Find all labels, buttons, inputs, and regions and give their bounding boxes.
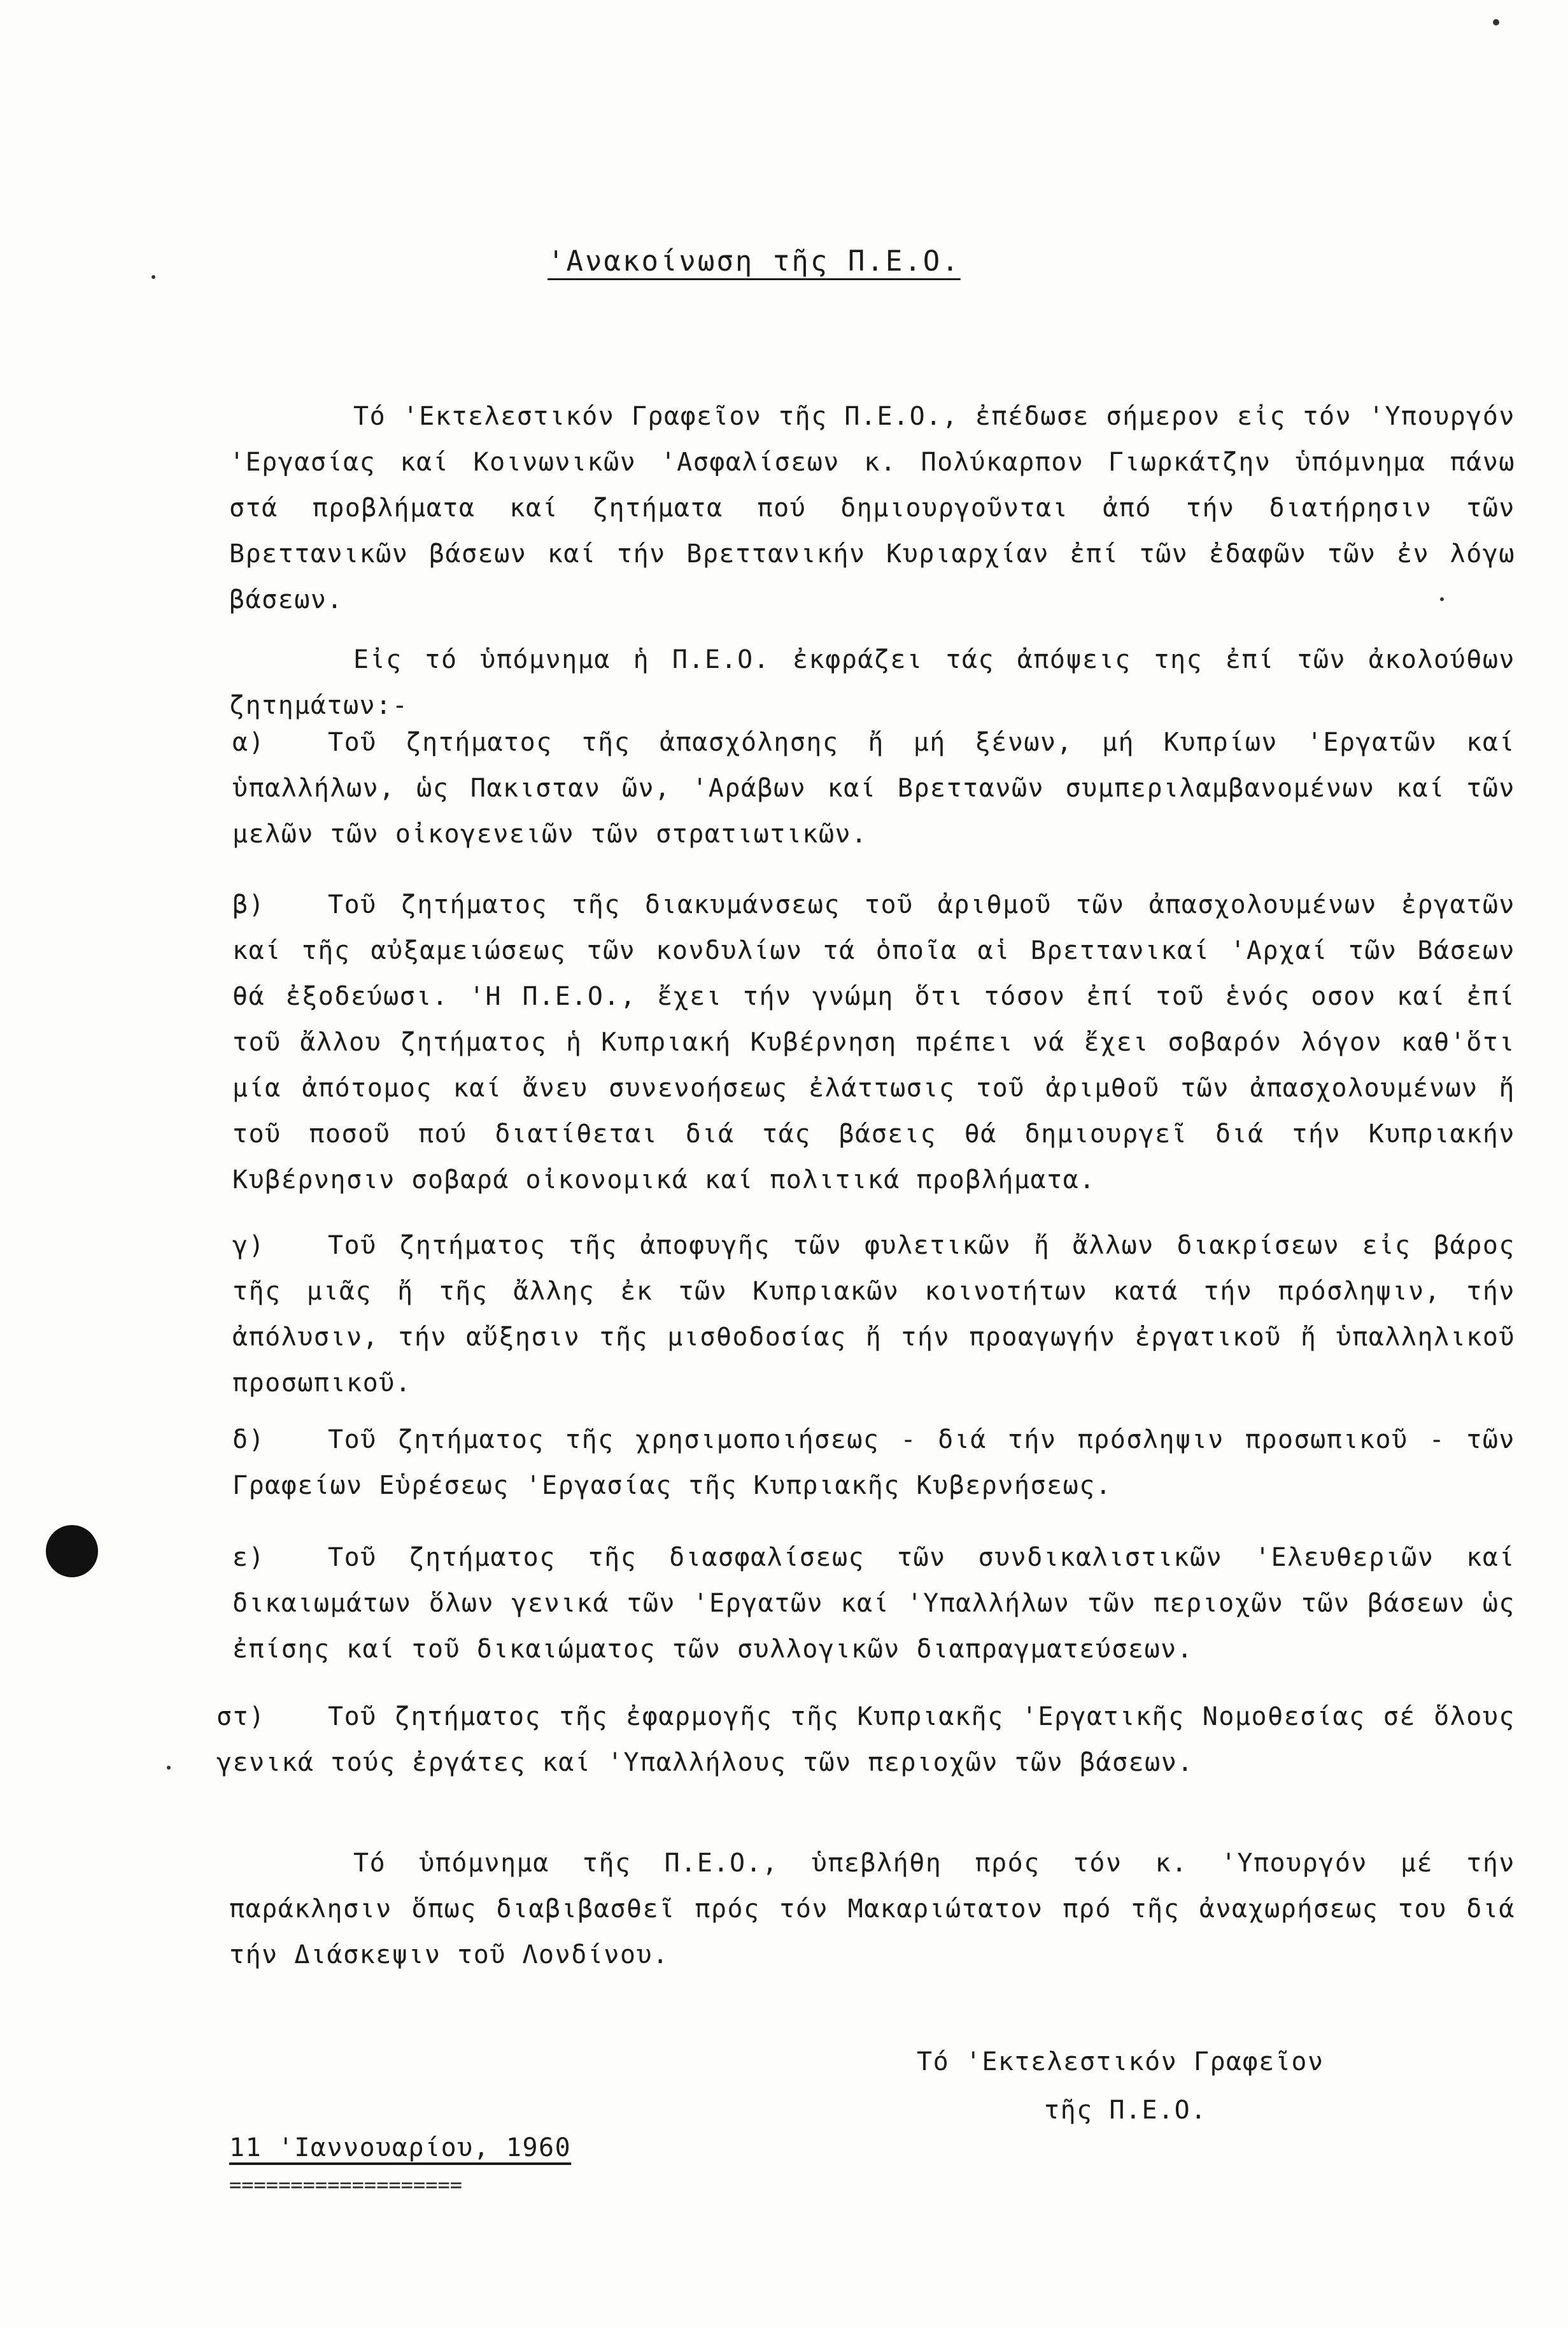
item-marker: ε) [232, 1543, 265, 1572]
closing-paragraph: Τό ὑπόμνημα τῆς Π.Ε.Ο., ὑπεβλήθη πρός τόν κ. 'Υπουργόν μέ τήν παράκλησιν ὅπως διαβιβασθεῖ πρός τόν Μακαριώτατον πρό τῆς ἀναχωρήσεως του διά τήν Διάσκεψιν τοῦ Λονδίνου. [229, 1849, 1515, 1970]
list-item-epsilon [232, 1535, 1515, 1672]
item-marker: α) [232, 728, 265, 757]
item-text: Τοῦ ζητήματος τῆς ἐφαρμογῆς τῆς Κυπριακῆς 'Εργατικῆς Νομοθεσίας σέ ὅλους γενικά τούς ἐργάτες καί 'Υπαλλήλους τῶν περιοχῶν τῶν βάσεων. [216, 1702, 1515, 1777]
date-double-underline: =================== [229, 2173, 463, 2197]
lead-paragraph: Εἰς τό ὑπόμνημα ἡ Π.Ε.Ο. ἐκφράζει τάς ἀπόψεις της ἐπί τῶν ἀκολούθων ζητημάτων:- [229, 645, 1515, 720]
item-text: Τοῦ ζητήματος τῆς χρησιμοποιήσεως - διά τήν πρόσληψιν προσωπικοῦ - τῶν Γραφείων Εὑρέσεως 'Εργασίας τῆς Κυπριακῆς Κυβερνήσεως. [232, 1425, 1515, 1500]
list-item-gamma [232, 1223, 1515, 1406]
signature-line-2: τῆς Π.Ε.Ο. [1044, 2096, 1207, 2125]
list-item-alpha [232, 720, 1515, 857]
list-item-beta [232, 882, 1515, 1203]
item-marker: δ) [232, 1425, 265, 1454]
list-item-stigma [216, 1694, 1515, 1785]
item-text: Τοῦ ζητήματος τῆς διακυμάνσεως τοῦ ἀριθμοῦ τῶν ἀπασχολουμένων ἐργατῶν καί τῆς αὐξαμειώσεως τῶν κονδυλίων τά ὁποῖα αἱ Βρεττανικαί 'Αρχαί τῶν Βάσεων θά ἐξοδεύωσι. 'Η Π.Ε.Ο., ἔχει τήν γνώμη ὅτι τόσον ἐπί τοῦ ἑνός οσον καί ἐπί τοῦ ἄλλου ζητήματος ἡ Κυπριακή Κυβέρνηση πρέπει νά ἔχει σοβαρόν λόγον καθ'ὅτι μία ἀπότομος καί ἄνευ συνενοήσεως ἐλάττωσις τοῦ ἀριμθοῦ τῶν ἀπασχολουμένων ἤ τοῦ ποσοῦ πού διατίθεται διά τάς βάσεις θά δημιουργεῖ διά τήν Κυπριακήν Κυβέρνησιν σοβαρά οἰκονομικά καί πολιτικά προβλήματα. [232, 890, 1515, 1195]
signature-line-1: Τό 'Εκτελεστικόν Γραφεῖον [917, 2047, 1324, 2076]
item-text: Τοῦ ζητήματος τῆς διασφαλίσεως τῶν συνδικαλιστικῶν 'Ελευθεριῶν καί δικαιωμάτων ὅλων γενικά τῶν 'Εργατῶν καί 'Υπαλλήλων τῶν περιοχῶν τῶν βάσεων ὡς ἐπίσης καί τοῦ δικαιώματος τῶν συλλογικῶν διαπραγματεύσεων. [232, 1543, 1515, 1664]
document-date: 11 'Ιαννουαρίου, 1960 [229, 2133, 572, 2162]
list-item-delta [232, 1417, 1515, 1508]
scan-speck [152, 275, 155, 279]
item-text: Τοῦ ζητήματος τῆς ἀπασχόλησης ἤ μή ξένων, μή Κυπρίων 'Εργατῶν καί ὑπαλλήλων, ὡς Πακισταν ῶν, 'Αράβων καί Βρεττανῶν συμπεριλαμβανομένων καί τῶν μελῶν τῶν οἰκογενειῶν τῶν στρατιωτικῶν. [232, 728, 1515, 849]
item-marker: στ) [216, 1702, 265, 1731]
signature-block [917, 2038, 1324, 2134]
item-text: Τοῦ ζητήματος τῆς ἀποφυγῆς τῶν φυλετικῶν ἤ ἄλλων διακρίσεων εἰς βάρος τῆς μιᾶς ἤ τῆς ἄλλης ἐκ τῶν Κυπριακῶν κοινοτήτων κατά τήν πρόσληψιν, τήν ἀπόλυσιν, τήν αὔξησιν τῆς μισθοδοσίας ἤ τήν προαγωγήν ἐργατικοῦ ἤ ὑπαλληλικοῦ προσωπικοῦ. [232, 1231, 1515, 1398]
item-marker: β) [232, 890, 265, 919]
document-title: 'Ανακοίνωση τῆς Π.Ε.Ο. [547, 245, 961, 278]
scan-speck [167, 1766, 171, 1770]
intro-paragraph: Τό 'Εκτελεστικόν Γραφεῖον τῆς Π.Ε.Ο., ἐπέδωσε σήμερον εἰς τόν 'Υπουργόν 'Εργασίας καί Κοινωνικῶν 'Ασφαλίσεων κ. Πολύκαρπον Γιωρκάτζην ὑπόμνημα πάνω στά προβλήματα καί ζητήματα πού δημιουργοῦνται ἀπό τήν διατήρησιν τῶν Βρεττανικῶν βάσεων καί τήν Βρεττανικήν Κυριαρχίαν ἐπί τῶν ἐδαφῶν τῶν ἐν λόγω βάσεων. [229, 402, 1515, 614]
scan-speck [1493, 19, 1499, 25]
item-marker: γ) [232, 1231, 265, 1260]
punch-hole-mark [46, 1525, 98, 1577]
scan-speck [1440, 597, 1444, 601]
